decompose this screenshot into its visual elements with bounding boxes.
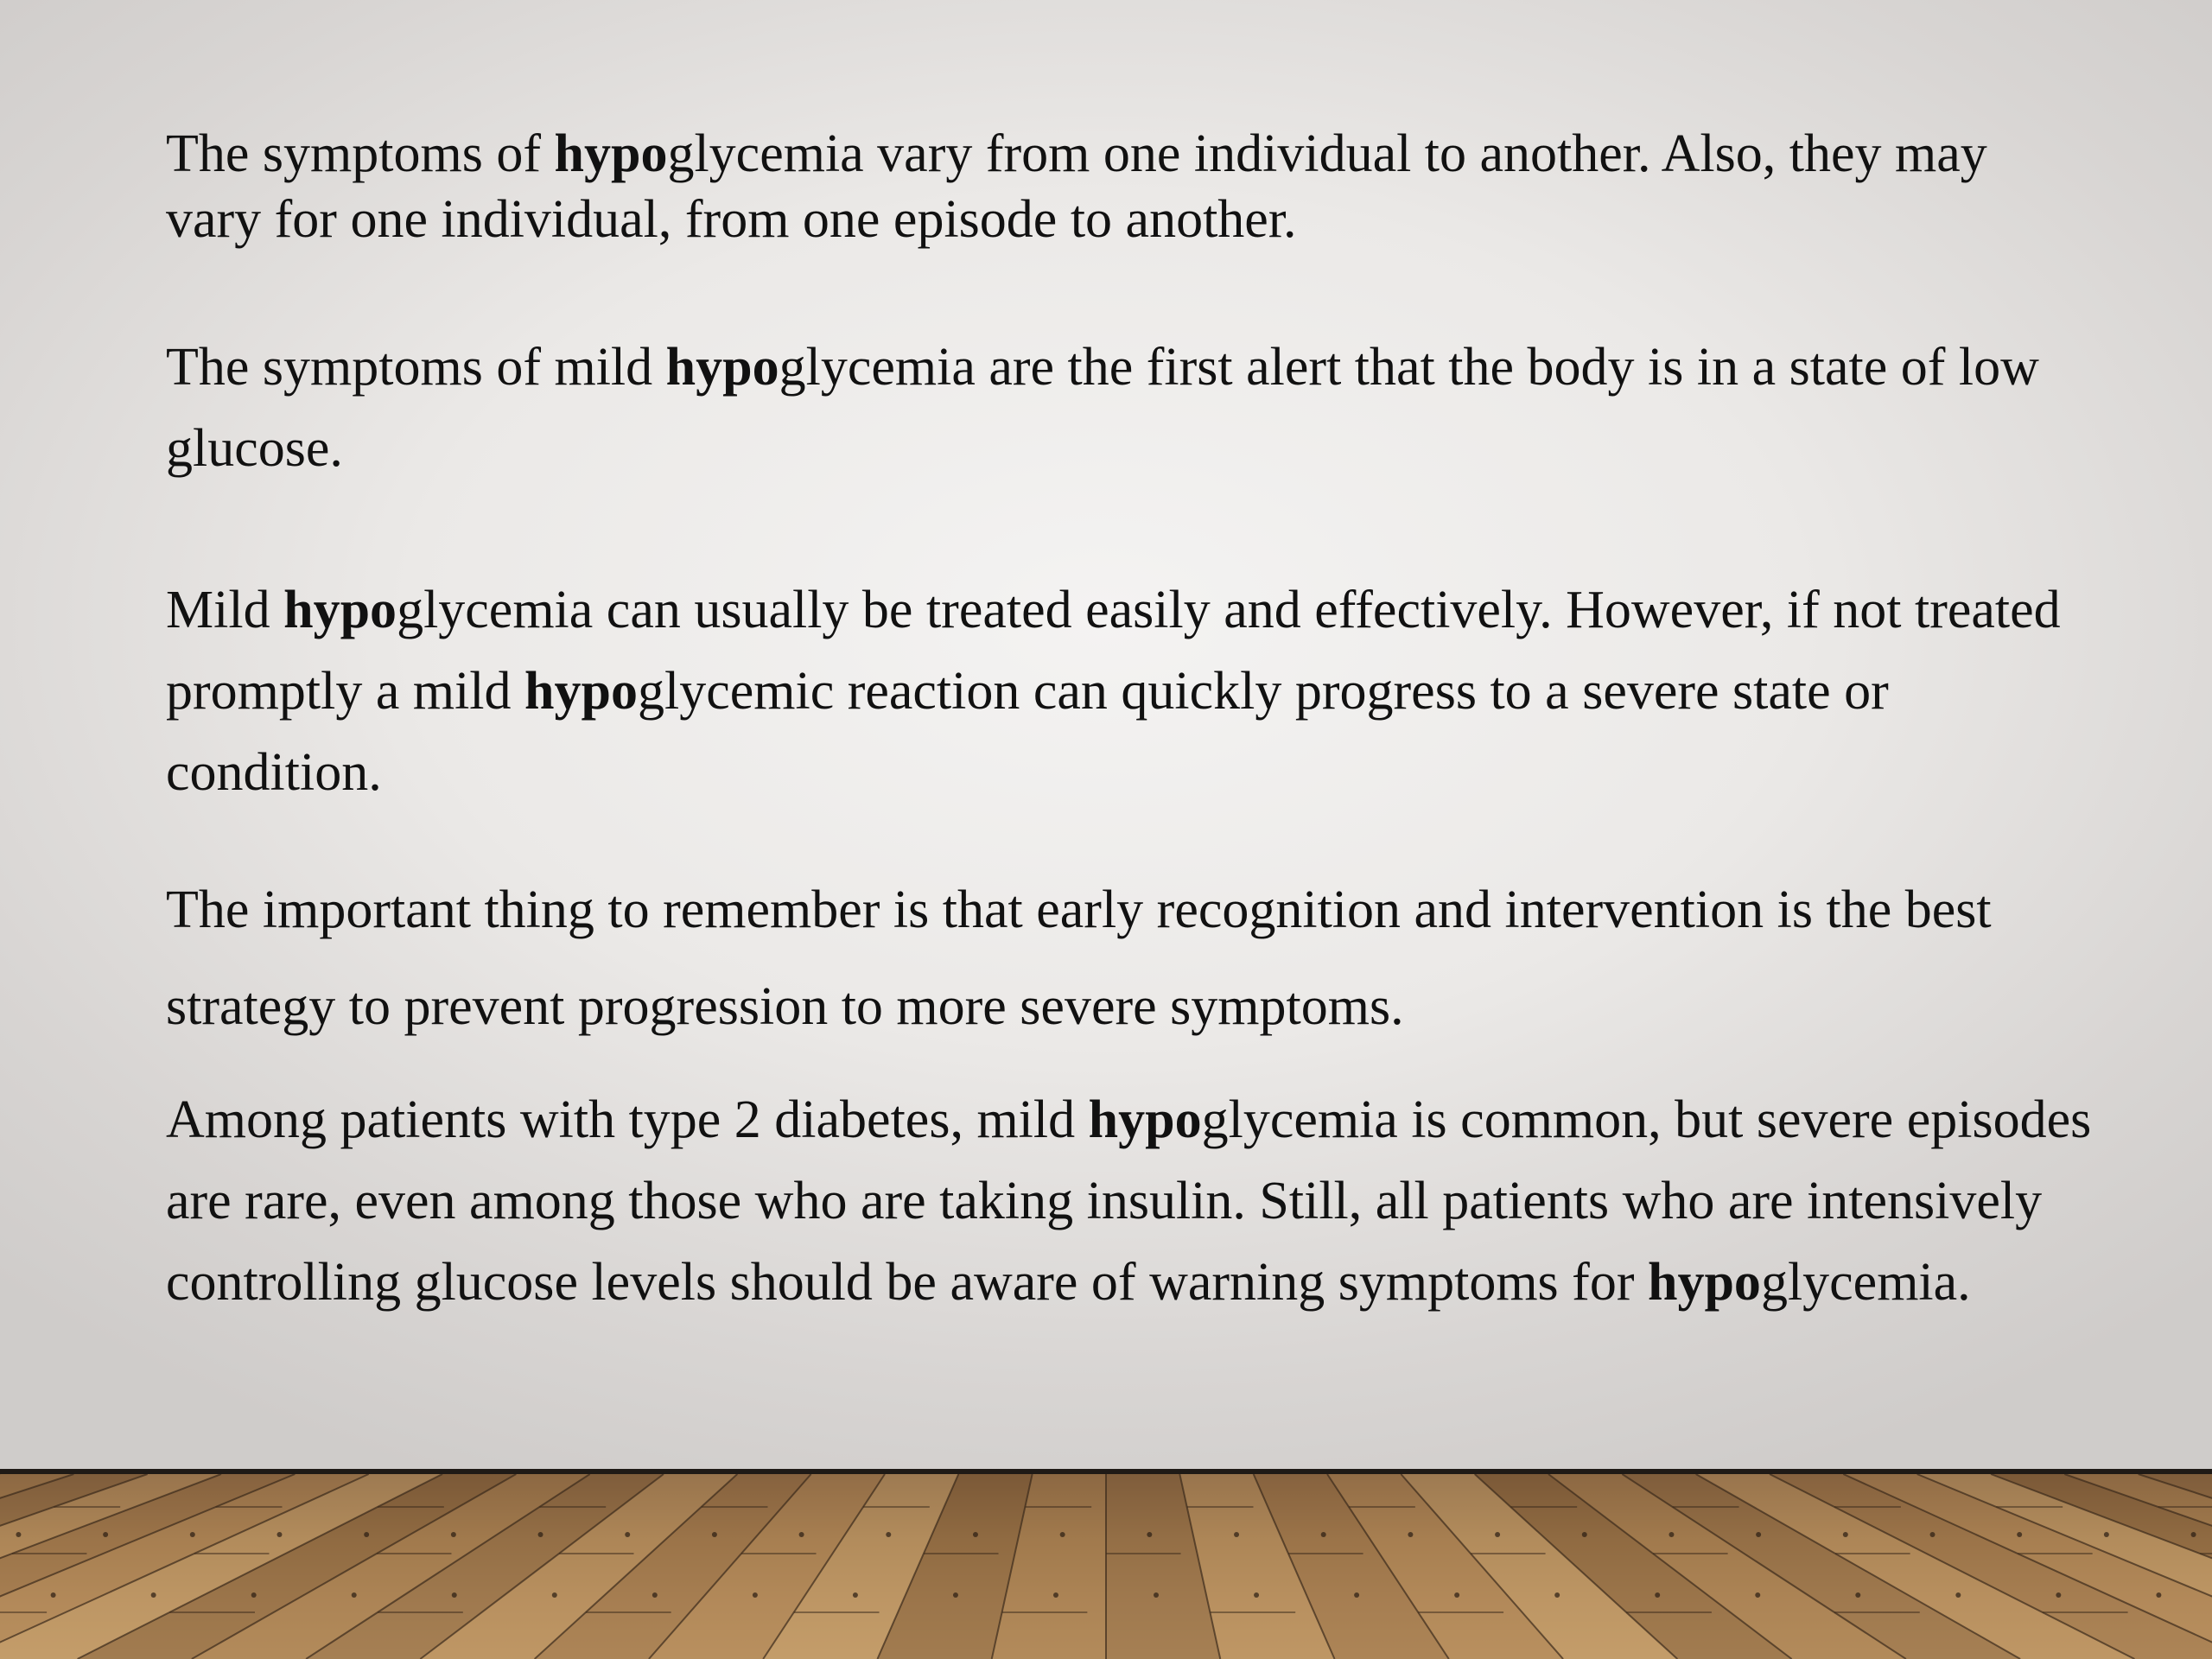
floor-nail xyxy=(16,1532,21,1537)
floor-nail xyxy=(552,1592,557,1598)
text-run: glycemia. xyxy=(1760,1253,1971,1312)
floor-nail xyxy=(1855,1592,1860,1598)
floor-nail xyxy=(2104,1532,2109,1537)
text-run: glycemia vary from one individual to another. Also, they may vary for one individual, from one episode to another. xyxy=(166,124,1987,249)
paragraph-first-alert xyxy=(166,327,2093,489)
floor-nail xyxy=(452,1592,457,1598)
floor-nail xyxy=(451,1532,456,1537)
floor-nail xyxy=(799,1532,804,1537)
floor-nail xyxy=(712,1532,717,1537)
floor-nail xyxy=(1655,1592,1660,1598)
floor-nail xyxy=(1755,1592,1760,1598)
floor-nail xyxy=(1582,1532,1587,1537)
floor-nail xyxy=(853,1592,858,1598)
floor-nail xyxy=(1554,1592,1560,1598)
bold-run: hypo xyxy=(1647,1253,1761,1312)
text-run: glycemia can usually be treated easily and effectively. However, if not treated promptly a mild xyxy=(166,581,2061,721)
floor-nail xyxy=(364,1532,369,1537)
floor-nail xyxy=(1147,1532,1152,1537)
wooden-floor xyxy=(0,1474,2212,1659)
floor-nail xyxy=(625,1532,630,1537)
floor-nail xyxy=(2056,1592,2061,1598)
text-run: Mild xyxy=(166,581,284,639)
text-run: glycemia is common, but severe episodes are rare, even among those who are taking insulin. Still, all patients who are intensively controlling glucose levels should be aware of warning symptoms for xyxy=(166,1090,2092,1312)
floor-nail xyxy=(1254,1592,1259,1598)
bold-run: hypo xyxy=(665,338,779,397)
floor-nail xyxy=(538,1532,543,1537)
floor-nail xyxy=(753,1592,758,1598)
paragraph-treatment xyxy=(166,569,2093,813)
floor-nail xyxy=(352,1592,357,1598)
floor-nail xyxy=(151,1592,156,1598)
floor-nail xyxy=(2017,1532,2022,1537)
floor-planks xyxy=(0,1474,2212,1659)
floor-nail xyxy=(276,1532,282,1537)
floor-nail xyxy=(652,1592,658,1598)
floor-nail xyxy=(190,1532,195,1537)
floor-nail xyxy=(1495,1532,1500,1537)
bold-run: hypo xyxy=(554,124,668,183)
floor-nail xyxy=(1053,1592,1058,1598)
floor-nail xyxy=(2156,1592,2161,1598)
slide-body xyxy=(166,121,2093,1323)
floor-nail xyxy=(103,1532,108,1537)
text-run: The symptoms of mild xyxy=(166,338,666,397)
bold-run: hypo xyxy=(524,662,638,721)
floor-nail xyxy=(953,1592,958,1598)
floor-nail xyxy=(1843,1532,1848,1537)
text-run: Among patients with type 2 diabetes, mild xyxy=(166,1090,1089,1149)
text-run: The important thing to remember is that early recognition and intervention is the best strategy to prevent progression to more severe symptoms. xyxy=(166,880,1992,1036)
floor-nail xyxy=(251,1592,257,1598)
floor-nail xyxy=(1955,1592,1961,1598)
floor-nail xyxy=(886,1532,891,1537)
floor-nail xyxy=(51,1592,56,1598)
floor-nail xyxy=(1354,1592,1359,1598)
floor-nail xyxy=(2191,1532,2196,1537)
floor-nail xyxy=(1154,1592,1159,1598)
paragraph-early-recognition xyxy=(166,861,2093,1055)
floor-nail xyxy=(1408,1532,1413,1537)
floor-nail xyxy=(1454,1592,1459,1598)
bold-run: hypo xyxy=(283,581,397,639)
floor-nail xyxy=(973,1532,978,1537)
floor-nail xyxy=(1234,1532,1239,1537)
bold-run: hypo xyxy=(1088,1090,1202,1149)
text-run: glycemic reaction can quickly progress to a severe state or condition. xyxy=(166,662,1889,802)
text-run: glycemia are the first alert that the body is in a state of low glucose. xyxy=(166,338,2039,478)
floor-nail xyxy=(1930,1532,1936,1537)
floor-nail xyxy=(1669,1532,1674,1537)
paragraph-symptoms-vary xyxy=(166,121,2093,252)
floor-nail xyxy=(1756,1532,1761,1537)
floor-nail xyxy=(1321,1532,1326,1537)
paragraph-type2-diabetes xyxy=(166,1079,2093,1323)
text-run: The symptoms of xyxy=(166,124,555,183)
floor-nail xyxy=(1060,1532,1065,1537)
